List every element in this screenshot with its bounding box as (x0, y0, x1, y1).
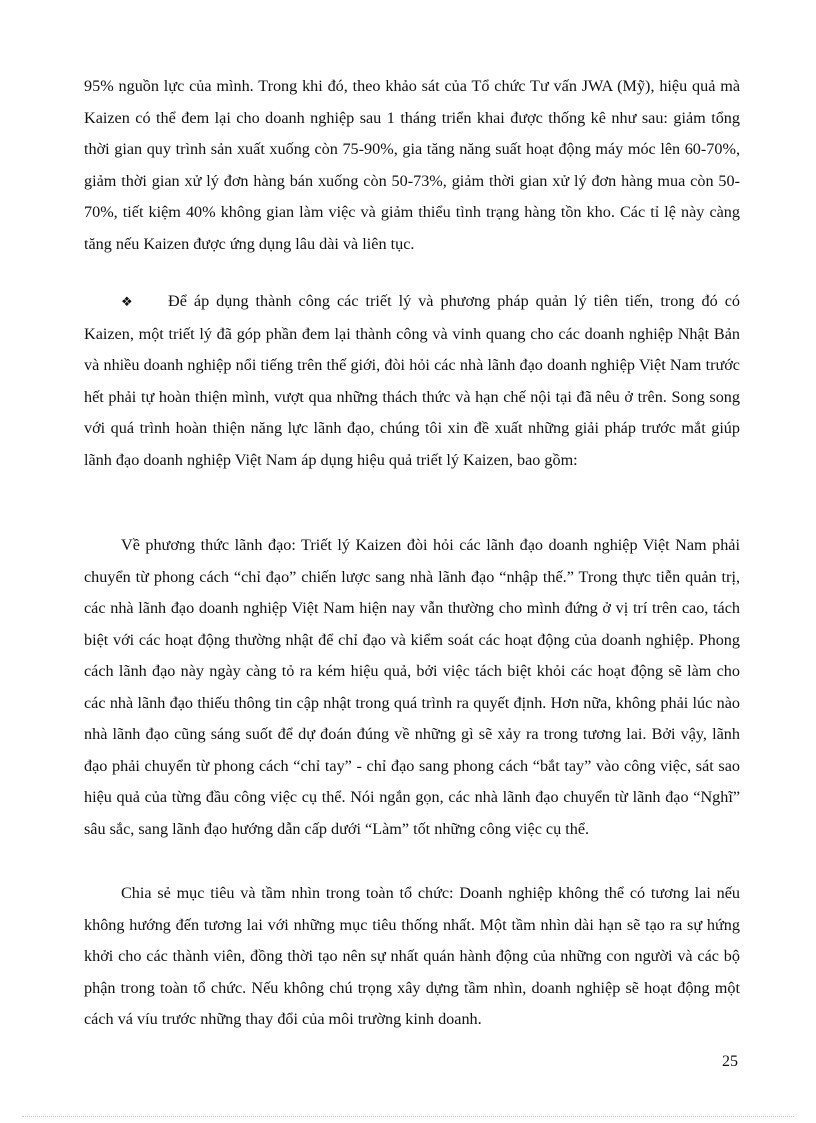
paragraph-leadership-requirement (84, 286, 740, 476)
paragraph-leadership-method (84, 530, 740, 845)
paragraph-text: Chia sẻ mục tiêu và tầm nhìn trong toàn tổ chức: Doanh nghiệp không thể có tương lai nếu không hướng đến tương lai với những mục tiêu thống nhất. Một tầm nhìn dài hạn sẽ tạo ra sự hứng khởi cho các thành viên, đồng thời tạo nên sự nhất quán hành động của những con người và các bộ phận trong toàn tổ chức. Nếu không chú trọng xây dựng tầm nhìn, doanh nghiệp sẽ hoạt động một cách vá víu trước những thay đổi của môi trường kinh doanh. (84, 884, 740, 1028)
paragraph-text: Để áp dụng thành công các triết lý và phương pháp quản lý tiên tiến, trong đó có Kaizen, một triết lý đã góp phần đem lại thành công và vinh quang cho các doanh nghiệp Nhật Bản và nhiều doanh nghiệp nổi tiếng trên thế giới, đòi hỏi các nhà lãnh đạo doanh nghiệp Việt Nam trước hết phải tự hoàn thiện mình, vượt qua những thách thức và hạn chế nội tại đã nêu ở trên. Song song với quá trình hoàn thiện năng lực lãnh đạo, chúng tôi xin đề xuất những giải pháp trước mắt giúp lãnh đạo doanh nghiệp Việt Nam áp dụng hiệu quả triết lý Kaizen, bao gồm: (84, 292, 740, 469)
paragraph-kaizen-statistics (84, 71, 740, 260)
bullet-paragraph (84, 286, 740, 476)
paragraph-text: Về phương thức lãnh đạo: Triết lý Kaizen đòi hỏi các lãnh đạo doanh nghiệp Việt Nam phải chuyển từ phong cách “chỉ đạo” chiến lược sang nhà lãnh đạo “nhập thế.” Trong thực tiễn quản trị, các nhà lãnh đạo doanh nghiệp Việt Nam hiện nay vẫn thường cho mình đứng ở vị trí trên cao, tách biệt với các hoạt động thường nhật để chỉ đạo và kiểm soát các hoạt động của doanh nghiệp. Phong cách lãnh đạo này ngày càng tỏ ra kém hiệu quả, bởi việc tách biệt khỏi các hoạt động sẽ làm cho các nhà lãnh đạo thiếu thông tin cập nhật trong quá trình ra quyết định. Hơn nữa, không phải lúc nào nhà lãnh đạo cũng sáng suốt để dự đoán đúng về những gì sẽ xảy ra trong tương lai. Bởi vậy, lãnh đạo phải chuyển từ phong cách “chỉ tay” - chỉ đạo sang phong cách “bắt tay” vào công việc, sát sao hiệu quả của từng đầu công việc cụ thể. Nói ngắn gọn, các nhà lãnh đạo chuyển từ lãnh đạo “Nghĩ” sâu sắc, sang lãnh đạo hướng dẫn cấp dưới “Làm” tốt những công việc cụ thể. (84, 536, 740, 838)
page-number: 25 (722, 1053, 738, 1070)
diamond-bullet-icon: ❖ (121, 295, 133, 310)
paragraph-text: 95% nguồn lực của mình. Trong khi đó, theo khảo sát của Tổ chức Tư vấn JWA (Mỹ), hiệu quả mà Kaizen có thể đem lại cho doanh nghiệp sau 1 tháng triển khai được thống kê như sau: giảm tổng thời gian quy trình sản xuất xuống còn 75-90%, gia tăng năng suất hoạt động máy móc lên 60-70%, giảm thời gian xử lý đơn hàng bán xuống còn 50-73%, giảm thời gian xử lý đơn hàng mua còn 50-70%, tiết kiệm 40% không gian làm việc và giảm thiểu tình trạng hàng tồn kho. Các tỉ lệ này càng tăng nếu Kaizen được ứng dụng lâu dài và liên tục. (84, 77, 740, 253)
footer-divider (22, 1116, 794, 1117)
paragraph-shared-vision (84, 878, 740, 1036)
